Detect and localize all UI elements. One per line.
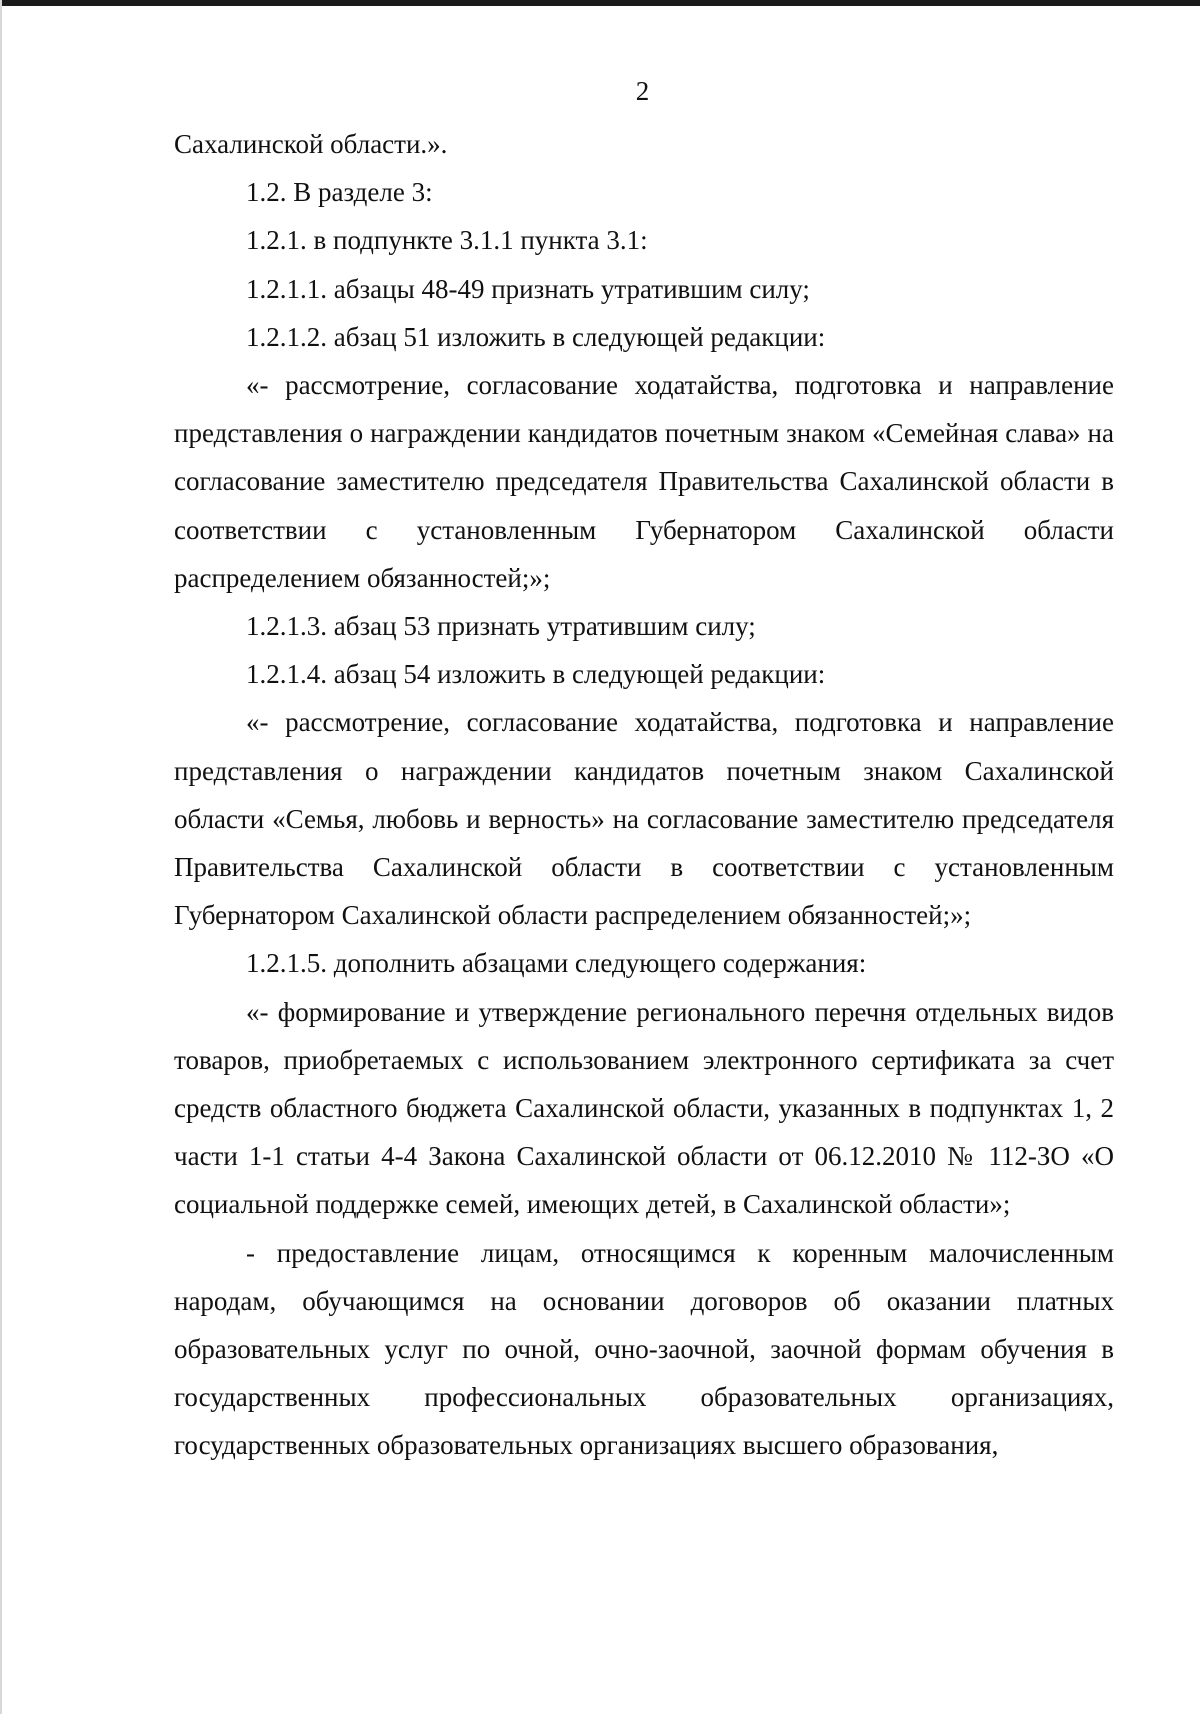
paragraph-quoted-text: «- формирование и утверждение регионального перечня отдельных видов товаров, приобретаемых с использованием электронного сертификата за счет средств областного бюджета Сахалинской области, указанных в подпунктах 1, 2 части 1-1 статьи 4-4 Закона Сахалинской области от 06.12.2010 № 112-ЗО «О социальной поддержке семей, имеющих детей, в Сахалинской области»; bbox=[174, 996, 1114, 1220]
paragraph-item: 1.2.1.4. абзац 54 изложить в следующей редакции: bbox=[246, 659, 826, 690]
paragraph-section-heading: 1.2. В разделе 3: bbox=[246, 177, 433, 208]
paragraph-item: 1.2.1.1. абзацы 48-49 признать утратившим силу; bbox=[246, 273, 810, 304]
paragraph-subsection: 1.2.1. в подпункте 3.1.1 пункта 3.1: bbox=[246, 225, 648, 256]
paragraph-item: 1.2.1.2. абзац 51 изложить в следующей редакции: bbox=[246, 321, 826, 352]
page-top-edge bbox=[0, 0, 1200, 6]
paragraph-quoted-text: «- рассмотрение, согласование ходатайства, подготовка и направление представления о награждении кандидатов почетным знаком «Семейная слава» на согласование заместителю председателя Правительства Сахалинской области в соответствии с установленным Губернатором Сахалинской области распределением обязанностей;»; bbox=[174, 370, 1114, 593]
paragraph-item: 1.2.1.5. дополнить абзацами следующего содержания: bbox=[246, 948, 867, 979]
page-left-edge bbox=[0, 0, 2, 1714]
paragraph-continuation: Сахалинской области.». bbox=[174, 129, 448, 159]
paragraph-quoted-text: - предоставление лицам, относящимся к коренным малочисленным народам, обучающимся на основании договоров об оказании платных образовательных услуг по очной, очно-заочной, заочной формам обучения в государственных профессиональных образовательных организациях, государственных образовательных организациях высшего образования, bbox=[174, 1237, 1114, 1461]
paragraph-quoted-text: «- рассмотрение, согласование ходатайства, подготовка и направление представления о награждении кандидатов почетным знаком Сахалинской области «Семья, любовь и верность» на согласование заместителю председателя Правительства Сахалинской области в соответствии с установленным Губернатором Сахалинской области распределением обязанностей;»; bbox=[174, 707, 1114, 931]
document-body bbox=[174, 120, 1114, 1470]
paragraph-item: 1.2.1.3. абзац 53 признать утратившим силу; bbox=[246, 611, 756, 642]
page-number: 2 bbox=[635, 76, 650, 106]
